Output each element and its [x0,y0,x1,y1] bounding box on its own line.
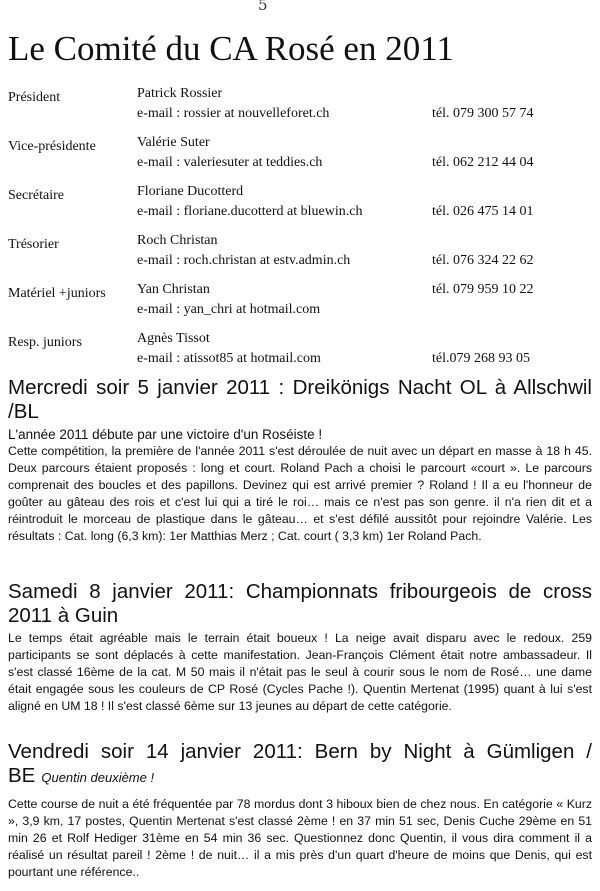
article-body: Le temps était agréable mais le terrain était boueux ! La neige avait disparu avec le redoux. 259 participants se sont déplacés à cette manifestation. Jean-François Clément était notre ambassadeur. Il s'est classé 16ème de la cat. M 50 mais il n'était pas le seul à courir sous le nom de Rosé… une dame était engagée sous les couleurs de CP Rosé (Cycles Pache !). Quentin Mertenat (1995) quant à lui s'est aligné en UM 18 ! Il s'est classé 6ème sur 13 jeunes au départ de cette catégorie. [8,631,592,713]
committee-list [0,86,600,380]
article-body: Cette compétition, la première de l'année 2011 s'est déroulée de nuit avec un départ en masse à 18 h 45. Deux parcours étaient proposés : long et court. Roland Pach a choisi le parcourt «court ». Le parcours comprenait des boucles et des papillons. Devinez qui est arrivé premier ? Roland ! Il a eu l'honneur de goûter au gâteau des rois et c'est lui qui a tiré le roi… mais ce n'est pas son genre. il n'a rien dit et a réintroduit le morceau de plastique dans le gâteau… et s'est défilé aussitôt pour rejoindre Valérie. Les résultats : Cat. long (6,3 km): 1er Matthias Merz ; Cat. court ( 3,3 km) 1er Roland Pach. [8,444,592,543]
member-name: Floriane Ducotterd [137,184,244,199]
article-heading-text: Vendredi soir 14 janvier 2011: Bern by Night à Gümligen / BE [8,740,592,787]
committee-member [0,233,600,282]
article-intro: L'année 2011 débute par une victoire d'un Roséiste ! [8,427,323,442]
member-email: e-mail : valeriesuter at teddies.ch [137,155,323,170]
committee-member [0,184,600,233]
member-role: Trésorier [8,237,59,252]
member-phone: tél. 062 212 44 04 [432,155,534,170]
member-email: e-mail : rossier at nouvelleforet.ch [137,106,330,121]
page-number: 5 [258,0,268,14]
member-email: e-mail : floriane.ducotterd at bluewin.ch [137,204,363,219]
article-dreikonigs [8,376,592,545]
committee-member [0,86,600,135]
member-phone: tél. 079 959 10 22 [432,282,534,297]
page-title: Le Comité du CA Rosé en 2011 [8,29,454,68]
committee-member [0,331,600,380]
member-email: e-mail : yan_chri at hotmail.com [137,302,321,317]
article-heading: Samedi 8 janvier 2011: Championnats fribourgeois de cross 2011 à Guin [8,580,592,627]
member-name: Valérie Suter [137,135,210,150]
article-body: Cette course de nuit a été fréquentée par 78 mordus dont 3 hiboux bien de chez nous. En catégorie « Kurz », 3,9 km, 17 postes, Quentin Mertenat s'est classé 2ème ! en 37 min 51 sec, Denis Cuche 29ème en 51 min 26 et Rolf Hediger 31ème en 54 min 36 sec. Questionnez donc Quentin, il vous dira comment il a réalisé un résultat pareil ! 2ème ! de nuit… il a mis près d'un quart d'heure de moins que Denis, qui est pourtant une référence.. [8,797,592,879]
member-email: e-mail : roch.christan at estv.admin.ch [137,253,351,268]
member-role: Resp. juniors [8,335,82,350]
member-role: Vice-présidente [8,139,96,154]
committee-member [0,135,600,184]
member-phone: tél. 076 324 22 62 [432,253,534,268]
article-cross-guin [8,580,592,715]
member-email: e-mail : atissot85 at hotmail.com [137,351,321,366]
member-role: Matériel +juniors [8,286,106,301]
member-name: Roch Christan [137,233,218,248]
article-heading: Mercredi soir 5 janvier 2011 : Dreikönigs Nacht OL à Allschwil /BL [8,376,592,423]
member-phone: tél.079 268 93 05 [432,351,530,366]
article-bern-by-night [8,740,592,881]
committee-member [0,282,600,331]
member-name: Yan Christan [137,282,210,297]
member-role: Secrétaire [8,188,64,203]
article-heading [8,740,592,790]
member-phone: tél. 079 300 57 74 [432,106,534,121]
member-name: Patrick Rossier [137,86,223,101]
member-phone: tél. 026 475 14 01 [432,204,534,219]
member-role: Président [8,90,61,105]
article-subheading: Quentin deuxième ! [41,770,155,785]
member-name: Agnès Tissot [137,331,210,346]
